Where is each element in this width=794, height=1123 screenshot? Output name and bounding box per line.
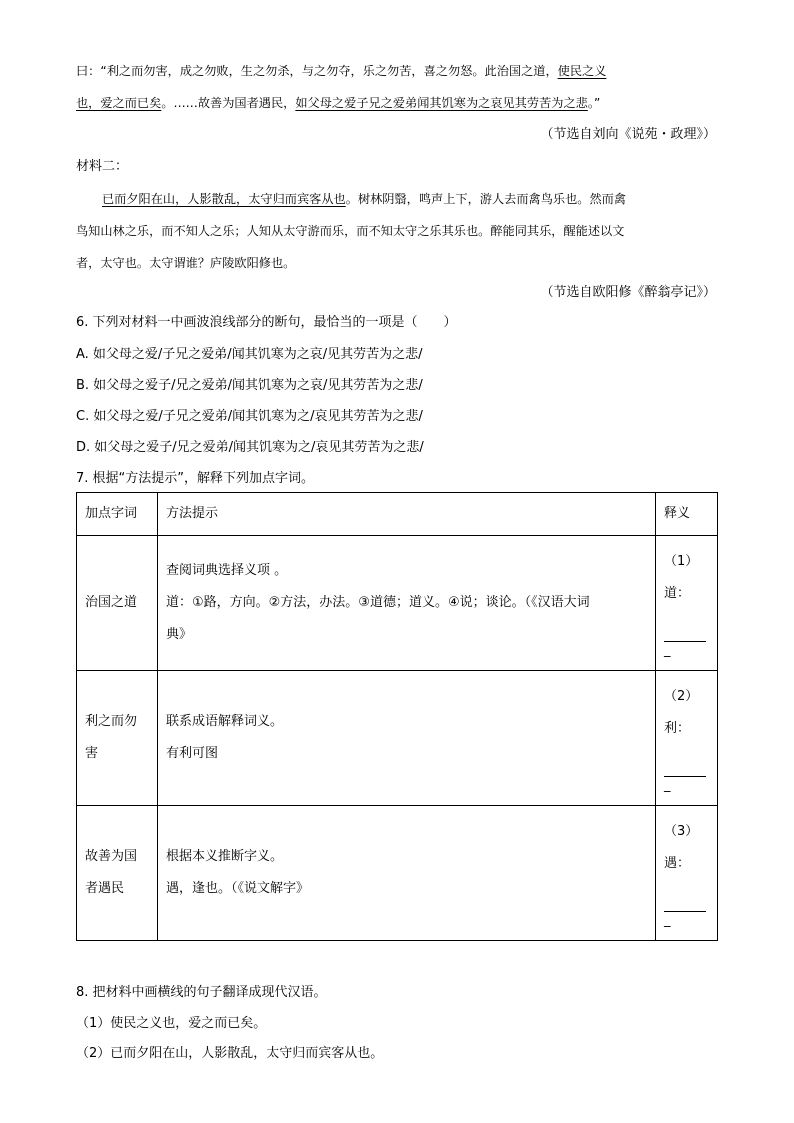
q7-table [76,492,718,941]
table-row [77,671,718,806]
table-row [77,806,718,941]
material2-text: 。树林阴翳，鸣声上下，游人去而禽鸟乐也。然而禽 [345,192,627,206]
q6-option-b: B. 如父母之爱子/兄之爱弟/闻其饥寒为之哀/见其劳苦为之悲/ [76,378,423,393]
material2-line3: 者，太守也。太守谓谁？庐陵欧阳修也。 [76,256,296,270]
material2-line2: 鸟知山林之乐，而不知人之乐；人知从太守游而乐，而不知太守之乐其乐也。醉能同其乐，醒能述以文 [76,224,625,238]
material1-wavy-underlined: 如父母之爱子兄之爱弟闻其饥寒为之哀见其劳苦为之悲 [295,96,588,110]
material1-source: （节选自刘向《说苑・政理》） [540,127,716,142]
q6-option-a: A. 如父母之爱/子兄之爱弟/闻其饥寒为之哀/见其劳苦为之悲/ [76,347,423,362]
hint-cell: 查阅词典选择义项 。 道：①路，方向。②方法，办法。③道德；道义。④说；谈论。（《汉语大词 典》 [158,536,656,671]
material1-line1 [76,61,606,81]
answer-blank-3[interactable] [664,889,706,912]
q6-stem: 6. 下列对材料一中画波浪线部分的断句，最恰当的一项是（ ） [76,315,457,330]
header-meaning: 释义 [656,493,718,536]
hint-cell: 根据本义推断字义。 遇，逢也。（《说文解字》 [158,806,656,941]
answer-cell: （2） 利： _ [656,671,718,806]
answer-cell: （1） 道： _ [656,536,718,671]
material2-underlined: 已而夕阳在山，人影散乱，太守归而宾客从也 [102,192,346,206]
q8-item-2: （2）已而夕阳在山，人影散乱，太守归而宾客从也。 [76,1046,384,1061]
word-cell: 故善为国 者遇民 [77,806,158,941]
material1-line2 [76,93,600,113]
q6-option-d: D. 如父母之爱子/兄之爱弟/闻其饥寒为之/哀见其劳苦为之悲/ [76,440,424,455]
hint-cell: 联系成语解释词义。 有利可图 [158,671,656,806]
table-header-row [77,493,718,536]
material2-line1 [102,189,626,209]
q8-item-1: （1）使民之义也，爱之而已矣。 [76,1016,267,1031]
q8-stem: 8. 把材料中画横线的句子翻译成现代汉语。 [76,985,327,1000]
answer-blank-1[interactable] [664,619,706,642]
material1-underlined: 也，爱之而已矣 [76,96,162,110]
material2-heading: 材料二： [76,159,129,174]
header-hint: 方法提示 [158,493,656,536]
answer-cell: （3） 遇： _ [656,806,718,941]
table-row [77,536,718,671]
q6-option-c: C. 如父母之爱/子兄之爱弟/闻其饥寒为之/哀见其劳苦为之悲/ [76,409,423,424]
material1-underlined: 使民之义 [557,64,607,78]
material2-source: （节选自欧阳修《醉翁亭记》） [540,285,716,300]
material1-text: 曰：“利之而勿害，成之勿败，生之勿杀，与之勿夺，乐之勿苦，喜之勿怒。此治国之道， [76,64,558,78]
header-word: 加点字词 [77,493,158,536]
word-cell: 利之而勿 害 [77,671,158,806]
answer-blank-2[interactable] [664,754,706,777]
material1-text: 。” [587,96,601,110]
material1-text: 。……故善为国者遇民， [161,96,296,110]
q7-stem: 7. 根据“方法提示”，解释下列加点字词。 [76,471,315,486]
word-cell: 治国之道 [77,536,158,671]
